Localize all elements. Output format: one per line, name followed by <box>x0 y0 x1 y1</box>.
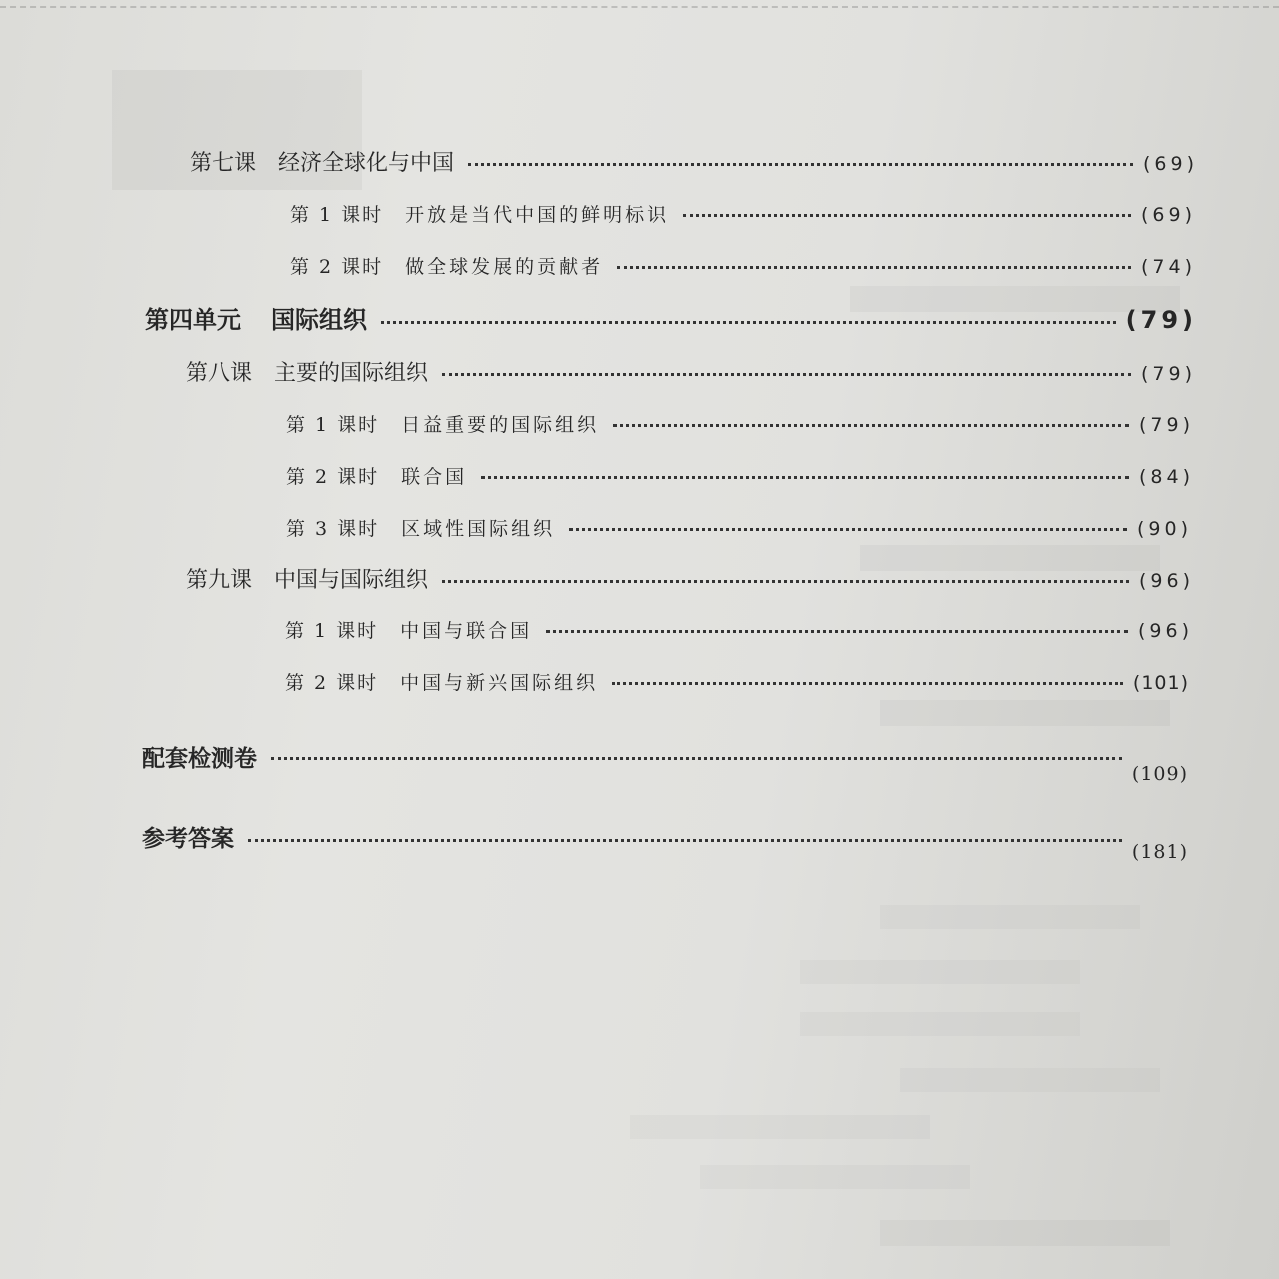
show-through-bar <box>700 1165 970 1189</box>
period-label: 第 1 课时 <box>290 204 384 226</box>
section-title: 参考答案 <box>142 826 234 852</box>
dot-leader <box>683 214 1131 217</box>
page-number: (79) <box>1140 363 1196 385</box>
dot-leader <box>271 757 1122 760</box>
period-title: 联合国 <box>401 466 468 488</box>
dot-leader <box>569 528 1127 531</box>
period-title: 开放是当代中国的鲜明标识 <box>405 204 670 226</box>
show-through-bar <box>880 700 1170 726</box>
dot-leader <box>468 163 1133 166</box>
page-edge-divider <box>0 0 1279 8</box>
dot-leader <box>612 682 1123 685</box>
period-title: 区域性国际组织 <box>401 518 556 540</box>
page-number: (181) <box>1131 841 1188 863</box>
lesson-label: 第八课 <box>186 361 253 386</box>
toc-entry-lesson-8-period-1[interactable] <box>286 410 1194 437</box>
toc-entry-lesson-9-period-1[interactable] <box>285 616 1193 643</box>
show-through-bar <box>800 960 1080 984</box>
toc-entry-test-papers[interactable] <box>142 740 1188 785</box>
lesson-title: 中国与国际组织 <box>274 568 429 593</box>
page-number: (74) <box>1140 256 1196 278</box>
page-number: (69) <box>1142 153 1198 175</box>
toc-entry-lesson-7[interactable] <box>190 146 1198 177</box>
page-number: (101) <box>1132 672 1189 694</box>
page-number: (79) <box>1138 414 1194 436</box>
period-label: 第 2 课时 <box>285 672 379 694</box>
period-title: 中国与联合国 <box>400 620 533 642</box>
lesson-label: 第九课 <box>186 568 253 593</box>
toc-entry-lesson-7-period-1[interactable] <box>290 200 1196 227</box>
toc-entry-lesson-9[interactable] <box>186 563 1194 594</box>
unit-title: 国际组织 <box>271 306 367 334</box>
toc-entry-lesson-8-period-3[interactable] <box>286 514 1192 541</box>
unit-label: 第四单元 <box>145 306 241 334</box>
show-through-bar <box>630 1115 930 1139</box>
toc-entry-lesson-8-period-2[interactable] <box>286 462 1194 489</box>
period-label: 第 1 课时 <box>285 620 379 642</box>
dot-leader <box>481 476 1129 479</box>
show-through-bar <box>880 1220 1170 1246</box>
toc-entry-unit-4[interactable] <box>145 300 1197 335</box>
lesson-title: 经济全球化与中国 <box>278 151 455 176</box>
dot-leader <box>442 373 1131 376</box>
dot-leader <box>442 580 1129 583</box>
show-through-bar <box>800 1012 1080 1036</box>
page-number: (90) <box>1136 518 1192 540</box>
show-through-bar <box>900 1068 1160 1092</box>
dot-leader <box>381 321 1116 324</box>
period-title: 日益重要的国际组织 <box>401 414 600 436</box>
toc-entry-lesson-7-period-2[interactable] <box>290 252 1196 279</box>
period-label: 第 1 课时 <box>286 414 380 436</box>
page-number: (96) <box>1138 570 1194 592</box>
period-label: 第 2 课时 <box>290 256 384 278</box>
period-label: 第 2 课时 <box>286 466 380 488</box>
dot-leader <box>546 630 1128 633</box>
page-number: (96) <box>1137 620 1193 642</box>
show-through-bar <box>880 905 1140 929</box>
dot-leader <box>617 266 1131 269</box>
toc-entry-answers[interactable] <box>142 820 1188 863</box>
toc-entry-lesson-9-period-2[interactable] <box>285 668 1189 695</box>
period-label: 第 3 课时 <box>286 518 380 540</box>
lesson-title: 主要的国际组织 <box>274 361 429 386</box>
dot-leader <box>248 839 1122 842</box>
dot-leader <box>613 424 1129 427</box>
lesson-label: 第七课 <box>190 151 257 176</box>
period-title: 中国与新兴国际组织 <box>400 672 599 694</box>
page-number: (109) <box>1131 763 1188 785</box>
period-title: 做全球发展的贡献者 <box>405 256 604 278</box>
page-number: (84) <box>1138 466 1194 488</box>
page-number: (69) <box>1140 204 1196 226</box>
toc-entry-lesson-8[interactable] <box>186 356 1196 387</box>
section-title: 配套检测卷 <box>142 746 257 772</box>
page-number: (79) <box>1125 306 1197 334</box>
